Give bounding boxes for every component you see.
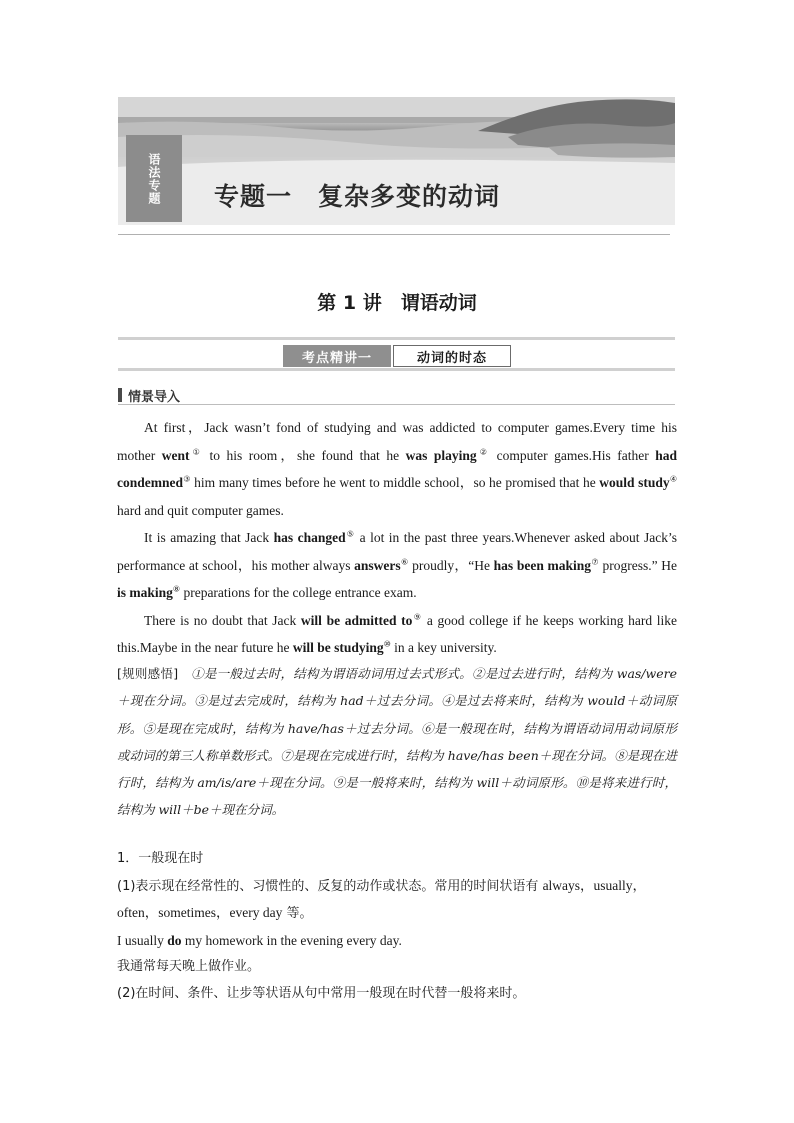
time-adverbials: always，usually，often，sometimes，every day [117,877,647,920]
footnote-marker: ⑩ [383,639,391,649]
text-run: my homework in the evening every day. [181,932,402,948]
rules-lead: [规则感悟] [117,666,179,681]
passage-paragraph-2 [117,524,677,607]
subheading-marker [118,388,122,402]
footnote-marker: ② [476,447,491,456]
text-run: There is no doubt that Jack [144,612,301,628]
verb-has-been-making: has been making [493,557,592,573]
text-run: At first，Jack wasn’t fond of studying and was addicted to computer games.Every time his mother [117,420,677,463]
banner-category-tag [126,135,182,222]
text-run: in a key university. [390,640,497,655]
passage-paragraph-1 [117,414,677,524]
section-rule-top [118,337,675,340]
banner-category-text: 语法专题 [147,152,161,205]
text-run: It is amazing that Jack [144,530,274,545]
text-run: (1)表示现在经常性的、习惯性的、反复的动作或状态。常用的时间状语有 [117,878,543,894]
passage [117,414,677,662]
text-run: a good college if he keeps working hard like this.Maybe in the near future he [117,612,678,655]
footnote-marker: ⑤ [345,529,356,539]
footnote-marker: ⑦ [591,557,599,566]
footnote-marker: ⑥ [400,557,409,566]
text-run: preparations for the college entrance exam. [180,585,417,600]
chapter-title: 专题一 复杂多变的动词 [214,182,501,211]
text-run: 等。 [282,906,313,921]
example-verb: do [167,932,182,948]
text-run: hard and quit computer games. [117,502,284,518]
grammar-point-1 [117,846,677,1007]
verb-would-study: would study [599,475,670,490]
example-translation: 我通常每天晚上做作业。 [117,959,261,974]
rules-text: ①是一般过去时，结构为谓语动词用过去式形式。②是过去进行时，结构为 was/were＋现在分词。③是过去完成时，结构为 had＋过去分词。④是过去将来时，结构为 would＋动词原形。⑤是现在完成时，结构为 have/has＋过去分词。⑥是一般现在时，结构为谓语动词用动词原形或动词的第三人称单数形式。⑦是现在完成进行时，结构为 have/has been＋现在分词。⑧是现在进行时，结构为 am/is/are＋现在分词。⑨是一般将来时，结构为 will＋动词原形。⑩是将来进行时，结构为 will＋be＋现在分词。 [117,666,677,818]
lesson-title: 第 1 讲 谓语动词 [317,292,477,314]
verb-went: went [161,447,190,463]
banner-divider [118,234,670,235]
passage-paragraph-3 [117,607,677,662]
point-item-2: (2)在时间、条件、让步等状语从句中常用一般现在时代替一般将来时。 [117,985,526,1001]
subheading-text: 情景导入 [128,390,181,405]
subheading [118,386,675,405]
text-run: I usually [117,932,168,948]
section-label: 考点精讲一 [283,345,391,367]
example-sentence [117,928,677,955]
text-run: him many times before he went to middle school，so he promised that he [190,475,600,490]
text-run: a lot in the past three years.Whenever asked about Jack’s performance at school，his mother always [117,530,677,573]
footnote-marker: ⑧ [172,584,181,594]
footnote-marker: ① [189,447,203,456]
footnote-marker: ⑨ [412,612,423,621]
verb-had-condemned: had condemned [117,447,678,490]
point-heading: 1．一般现在时 [117,851,204,866]
section-rule-bottom [118,368,675,371]
verb-was-playing: was playing [405,447,477,463]
text-run: progress.” He [598,557,678,573]
text-run: to his room，she found that he [202,447,406,463]
rules-summary [117,660,677,824]
verb-is-making: is making [117,585,173,600]
verb-answers: answers [354,557,401,573]
footnote-marker: ④ [669,474,678,484]
text-run: computer games.His father [490,447,656,463]
section-header [118,337,675,371]
point-item-1 [117,873,677,928]
text-run: proudly，“He [408,557,494,573]
verb-will-be-studying: will be studying [292,640,384,655]
verb-will-be-admitted-to: will be admitted to [300,612,413,628]
chapter-banner [118,97,675,225]
footnote-marker: ③ [183,474,191,484]
section-name: 动词的时态 [393,345,511,367]
verb-has-changed: has changed [273,530,346,545]
